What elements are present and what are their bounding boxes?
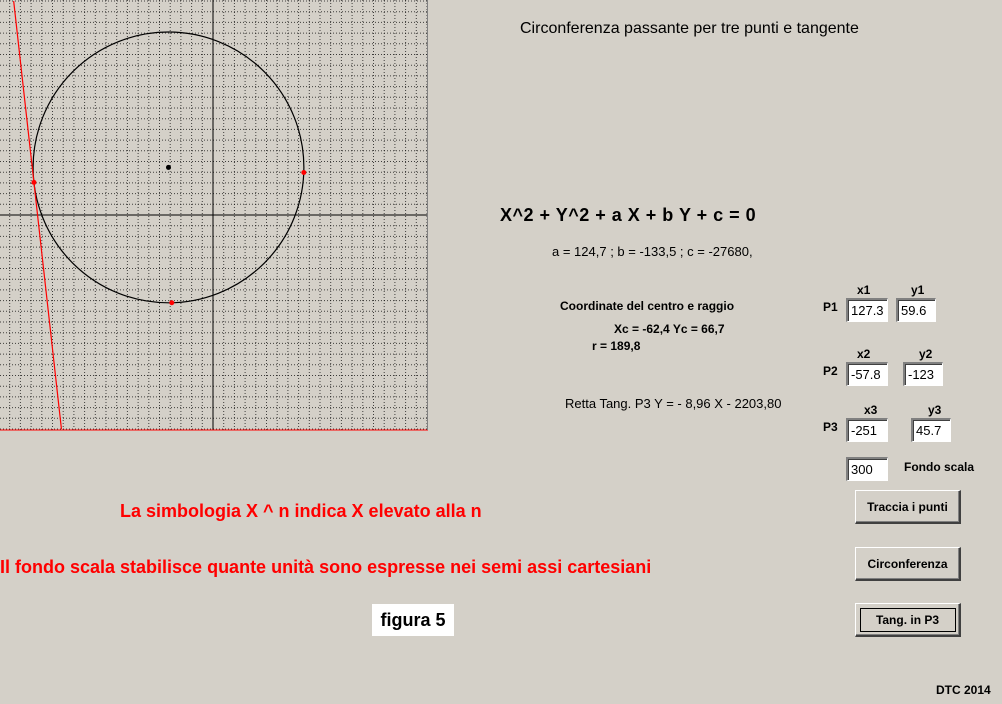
cartesian-plot bbox=[0, 0, 428, 432]
p1-label: P1 bbox=[823, 300, 838, 314]
point-p2 bbox=[169, 300, 174, 305]
circle-button[interactable]: Circonferenza bbox=[855, 547, 961, 581]
y3-label: y3 bbox=[928, 403, 942, 417]
tangent-line-equation: Retta Tang. P3 Y = - 8,96 X - 2203,80 bbox=[565, 396, 782, 411]
scale-note: Il fondo scala stabilisce quante unità sono espresse nei semi assi cartesiani bbox=[0, 557, 652, 577]
point-p3 bbox=[31, 180, 36, 185]
exponent-note: La simbologia X ^ n indica X elevato alla n bbox=[120, 501, 482, 521]
p2-label: P2 bbox=[823, 364, 838, 378]
x2-label: x2 bbox=[857, 347, 871, 361]
y2-input[interactable] bbox=[903, 362, 943, 386]
page-title: Circonferenza passante per tre punti e tangente bbox=[520, 20, 859, 37]
y3-input[interactable] bbox=[911, 418, 951, 442]
y1-input[interactable] bbox=[896, 298, 936, 322]
scale-input[interactable] bbox=[846, 457, 888, 481]
point-p1 bbox=[301, 170, 306, 175]
radius-value: r = 189,8 bbox=[592, 339, 641, 353]
x2-input[interactable] bbox=[846, 362, 888, 386]
x1-input[interactable] bbox=[846, 298, 888, 322]
cartesian-axes bbox=[0, 0, 428, 430]
footer-credit: DTC 2014 bbox=[936, 683, 991, 697]
x3-label: x3 bbox=[864, 403, 878, 417]
circle-equation: X^2 + Y^2 + a X + b Y + c = 0 bbox=[500, 205, 757, 225]
center-heading: Coordinate del centro e raggio bbox=[560, 299, 735, 313]
y2-label: y2 bbox=[919, 347, 933, 361]
coefficients-text: a = 124,7 ; b = -133,5 ; c = -27680, bbox=[552, 244, 753, 259]
x3-input[interactable] bbox=[846, 418, 888, 442]
p3-label: P3 bbox=[823, 420, 838, 434]
y1-label: y1 bbox=[911, 283, 925, 297]
scale-label: Fondo scala bbox=[904, 460, 975, 474]
circle-center-point bbox=[166, 165, 171, 170]
x1-label: x1 bbox=[857, 283, 871, 297]
center-coordinates: Xc = -62,4 Yc = 66,7 bbox=[614, 322, 725, 336]
figure-label: figura 5 bbox=[372, 604, 454, 636]
plot-points-button[interactable]: Traccia i punti bbox=[855, 490, 961, 524]
tangent-button[interactable]: Tang. in P3 bbox=[855, 603, 961, 637]
